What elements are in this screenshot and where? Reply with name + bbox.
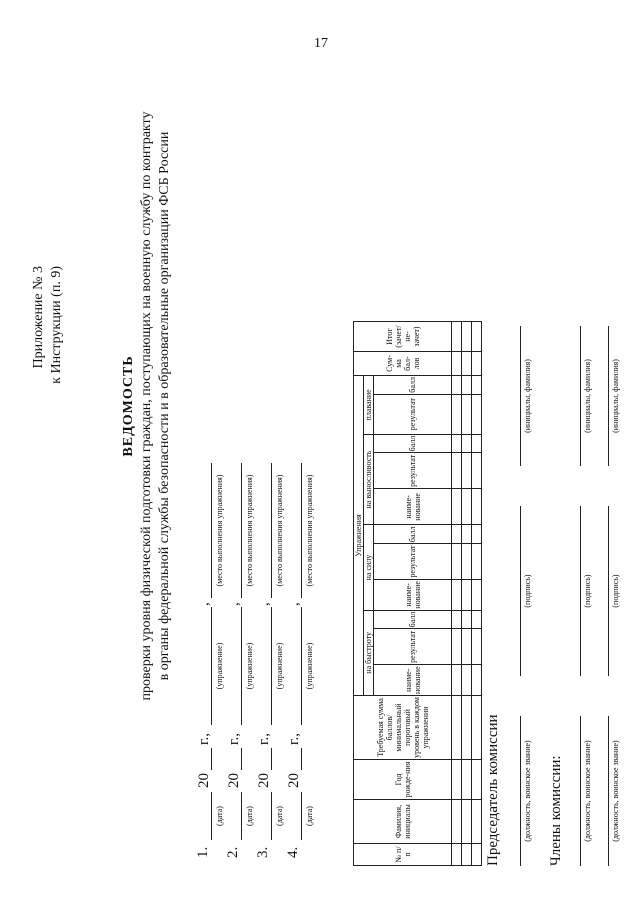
member-position-caption: (должность, воинское звание) xyxy=(611,740,620,842)
place-line xyxy=(241,463,242,598)
year-line xyxy=(271,748,272,770)
year-suffix: г., xyxy=(226,733,242,745)
appendix-line-1: Приложение № 3 xyxy=(31,266,46,369)
title-line-1: проверки уровня физической подготовки граждан, поступающих на военную службу по контракту xyxy=(139,111,154,701)
entry-number: 2. xyxy=(225,846,241,858)
entry-number: 4. xyxy=(285,846,301,858)
place-caption: (место выполнения упражнения) xyxy=(275,474,284,587)
member-name-caption: (инициалы, фамилия) xyxy=(583,359,592,433)
entry-number: 3. xyxy=(255,846,271,858)
header-group-swimming: плавание xyxy=(364,376,374,435)
header-group-strength: на силу xyxy=(364,525,374,610)
exercise-caption: (упражнение) xyxy=(305,642,314,690)
chair-signature-line xyxy=(520,506,521,676)
entry-row: 1. (дата) 20 г., (упражнение) , (место выполнения упражнения) xyxy=(195,298,225,858)
appendix-line-2: к Инструкции (п. 9) xyxy=(49,266,64,384)
page-number: 17 xyxy=(314,36,328,51)
table-row xyxy=(472,322,482,866)
year-line xyxy=(211,748,212,770)
header-group-speed: на быстроту xyxy=(364,610,374,695)
subheader-result: результат xyxy=(374,453,452,489)
date-caption: (дата) xyxy=(245,806,254,826)
year-suffix: г., xyxy=(196,733,212,745)
member-name-line xyxy=(608,326,609,466)
member-position-caption: (должность, воинское звание) xyxy=(583,740,592,842)
date-line xyxy=(241,792,242,840)
exercise-line xyxy=(241,607,242,725)
year-prefix: 20 xyxy=(196,773,212,788)
rotated-page-content xyxy=(20,46,640,876)
place-caption: (место выполнения упражнения) xyxy=(305,474,314,587)
year-suffix: г., xyxy=(256,733,272,745)
subheader-name: наиме-нование xyxy=(374,580,452,611)
header-name: Фамилия, инициалы xyxy=(354,800,452,844)
header-total: Итог (зачет/ не-зачет) xyxy=(354,322,452,352)
document-title xyxy=(120,86,174,726)
subheader-result: результат xyxy=(374,629,452,665)
place-caption: (место выполнения упражнения) xyxy=(245,474,254,587)
subheader-name: наиме-нование xyxy=(374,489,452,525)
chair-name-caption: (инициалы, фамилия) xyxy=(523,359,532,433)
place-line xyxy=(211,463,212,598)
exercise-line xyxy=(211,607,212,725)
member-signature-caption: (подпись) xyxy=(583,574,592,608)
member-position-line xyxy=(608,716,609,866)
place-line xyxy=(301,463,302,598)
entry-row: 4. (дата) 20 г., (упражнение) , (место выполнения упражнения) xyxy=(285,298,315,858)
date-line xyxy=(301,792,302,840)
year-prefix: 20 xyxy=(286,773,302,788)
entry-number: 1. xyxy=(195,846,211,858)
entry-row: 2. (дата) 20 г., (упражнение) , (место выполнения упражнения) xyxy=(225,298,255,858)
table-row xyxy=(462,322,472,866)
chair-position-line xyxy=(520,716,521,866)
date-caption: (дата) xyxy=(215,806,224,826)
date-caption: (дата) xyxy=(275,806,284,826)
exercise-line xyxy=(271,607,272,725)
subheader-score: балл xyxy=(374,610,452,629)
member-name-caption: (инициалы, фамилия) xyxy=(611,359,620,433)
header-exercises: Упражнения xyxy=(354,376,364,696)
year-line xyxy=(301,748,302,770)
date-line xyxy=(211,792,212,840)
title-line-2: в органы федеральной службы безопасности и в образовательные организации ФСБ России xyxy=(157,131,172,681)
year-suffix: г., xyxy=(286,733,302,745)
chair-signature-caption: (подпись) xyxy=(523,574,532,608)
header-sum: Сум-ма бал-лов xyxy=(354,352,452,376)
member-signature-line xyxy=(608,506,609,676)
member-signature-line xyxy=(580,506,581,676)
member-signature-caption: (подпись) xyxy=(611,574,620,608)
exercise-caption: (упражнение) xyxy=(215,642,224,690)
date-line xyxy=(271,792,272,840)
header-required: Требуемая сумма баллов/ минимальный пороговый уровень в каждом упражнении xyxy=(354,696,452,760)
year-line xyxy=(241,748,242,770)
year-prefix: 20 xyxy=(256,773,272,788)
commission-chair-label: Председатель комиссии xyxy=(485,714,501,866)
subheader-score: балл xyxy=(374,434,452,453)
exercise-caption: (упражнение) xyxy=(245,642,254,690)
chair-name-line xyxy=(520,326,521,466)
commission-members-label: Члены комиссии: xyxy=(548,755,564,866)
table-row xyxy=(452,322,462,866)
subheader-result: результат xyxy=(374,394,452,434)
place-line xyxy=(271,463,272,598)
date-caption: (дата) xyxy=(305,806,314,826)
year-prefix: 20 xyxy=(226,773,242,788)
header-group-endurance: на выносливость xyxy=(364,434,374,525)
chair-position-caption: (должность, воинское звание) xyxy=(523,740,532,842)
subheader-name: наиме-нование xyxy=(374,665,452,696)
entry-row: 3. (дата) 20 г., (упражнение) , (место выполнения упражнения) xyxy=(255,298,285,858)
results-table xyxy=(353,321,482,866)
member-name-line xyxy=(580,326,581,466)
header-num: № п/п xyxy=(354,844,452,866)
subheader-result: результат xyxy=(374,544,452,580)
title-heading: ВЕДОМОСТЬ xyxy=(121,355,136,457)
exercise-line xyxy=(301,607,302,725)
subheader-score: балл xyxy=(374,376,452,395)
appendix-note xyxy=(30,266,66,384)
exercise-caption: (упражнение) xyxy=(275,642,284,690)
place-caption: (место выполнения упражнения) xyxy=(215,474,224,587)
header-year: Год рожде-ния xyxy=(354,760,452,800)
member-position-line xyxy=(580,716,581,866)
subheader-score: балл xyxy=(374,525,452,544)
